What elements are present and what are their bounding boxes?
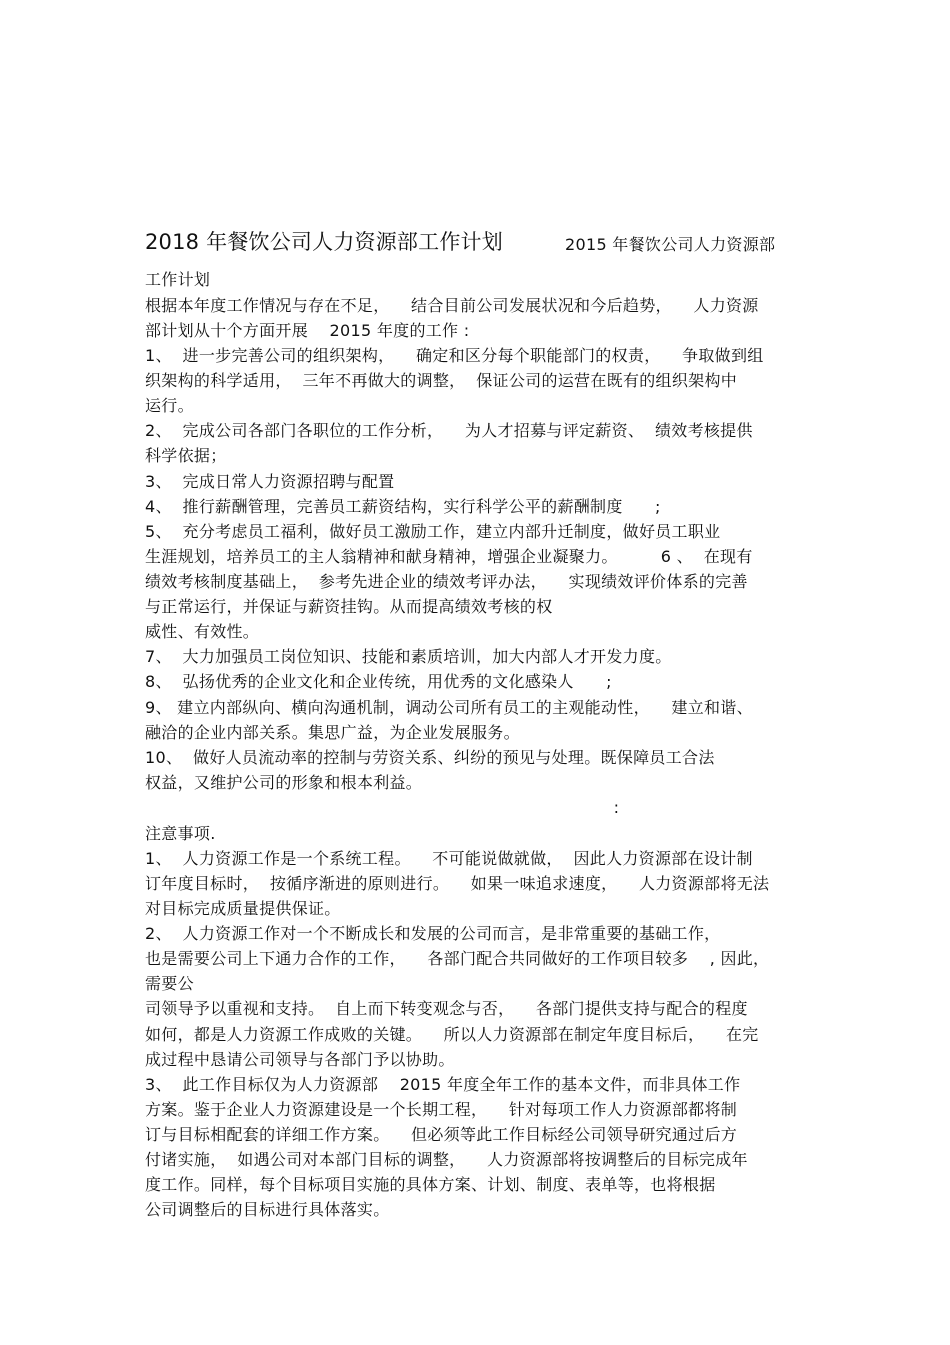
body-line: 5、 充分考虑员工福利，做好员工激励工作，建立内部升迁制度，做好员工职业: [145, 522, 721, 541]
body-line: 科学依据；: [145, 446, 227, 465]
body-line: :: [145, 798, 620, 817]
body-line: 2、 完成公司各部门各职位的工作分析， 为人才招募与评定薪资、 绩效考核提供: [145, 421, 753, 440]
body-line: 需要公: [145, 974, 194, 993]
body-line: 运行。: [145, 396, 194, 415]
body-line: 3、 此工作目标仅为人力资源部 2015 年度全年工作的基本文件，而非具体工作: [145, 1075, 741, 1094]
body-line: 织架构的科学适用， 三年不再做大的调整， 保证公司的运营在既有的组织架构中: [145, 371, 738, 390]
body-line: 权益，又维护公司的形象和根本利益。: [145, 773, 423, 792]
body-line: 对目标完成质量提供保证。: [145, 899, 341, 918]
body-line: 方案。鉴于企业人力资源建设是一个长期工程， 针对每项工作人力资源部都将制: [145, 1100, 738, 1119]
body-line: 8、 弘扬优秀的企业文化和企业传统，用优秀的文化感染人 ;: [145, 672, 612, 691]
body-line: 部计划从十个方面开展 2015 年度的工作 :: [145, 321, 470, 340]
body-line: 1、 进一步完善公司的组织架构， 确定和区分每个职能部门的权责， 争取做到组: [145, 346, 764, 365]
body-line: 工作计划: [145, 270, 211, 289]
body-line: 公司调整后的目标进行具体落实。: [145, 1200, 390, 1219]
body-line: 绩效考核制度基础上， 参考先进企业的绩效考评办法， 实现绩效评价体系的完善: [145, 572, 748, 591]
body-line: 根据本年度工作情况与存在不足， 结合目前公司发展状况和今后趋势， 人力资源: [145, 296, 759, 315]
body-line: 如何，都是人力资源工作成败的关键。 所以人力资源部在制定年度目标后， 在完: [145, 1025, 759, 1044]
document-title: 2018 年餐饮公司人力资源部工作计划: [145, 230, 503, 254]
body-line: 付诸实施， 如遇公司对本部门目标的调整， 人力资源部将按调整后的目标完成年: [145, 1150, 748, 1169]
body-line: 也是需要公司上下通力合作的工作， 各部门配合共同做好的工作项目较多 , 因此，: [145, 949, 770, 968]
body-line: 10、 做好人员流动率的控制与劳资关系、纠纷的预见与处理。既保障员工合法: [145, 748, 715, 767]
body-line: 订与目标相配套的详细工作方案。 但必须等此工作目标经公司领导研究通过后方: [145, 1125, 738, 1144]
body-line: 订年度目标时， 按循序渐进的原则进行。 如果一味追求速度， 人力资源部将无法: [145, 874, 770, 893]
body-line: 2、 人力资源工作对一个不断成长和发展的公司而言，是非常重要的基础工作，: [145, 924, 721, 943]
body-line: 与正常运行，并保证与薪资挂钩。从而提高绩效考核的权: [145, 597, 553, 616]
document-subtitle: 2015 年餐饮公司人力资源部: [565, 235, 776, 254]
body-line: 1、 人力资源工作是一个系统工程。 不可能说做就做， 因此人力资源部在设计制: [145, 849, 753, 868]
body-line: 3、 完成日常人力资源招聘与配置: [145, 472, 395, 491]
body-line: 7、 大力加强员工岗位知识、技能和素质培训，加大内部人才开发力度。: [145, 647, 672, 666]
body-line: 度工作。同样，每个目标项目实施的具体方案、计划、制度、表单等，也将根据: [145, 1175, 716, 1194]
body-line: 融洽的企业内部关系。集思广益，为企业发展服务。: [145, 723, 520, 742]
body-line: 威性、有效性。: [145, 622, 260, 641]
body-line: 注意事项.: [145, 824, 216, 843]
body-line: 4、 推行薪酬管理，完善员工薪资结构，实行科学公平的薪酬制度 ;: [145, 497, 661, 516]
body-line: 司领导予以重视和支持。 自上而下转变观念与否， 各部门提供支持与配合的程度: [145, 999, 748, 1018]
body-line: 生涯规划，培养员工的主人翁精神和献身精神，增强企业凝聚力。 6 、 在现有: [145, 547, 753, 566]
body-line: 成过程中恳请公司领导与各部门予以协助。: [145, 1050, 455, 1069]
body-line: 9、 建立内部纵向、横向沟通机制，调动公司所有员工的主观能动性， 建立和谐、: [145, 698, 753, 717]
